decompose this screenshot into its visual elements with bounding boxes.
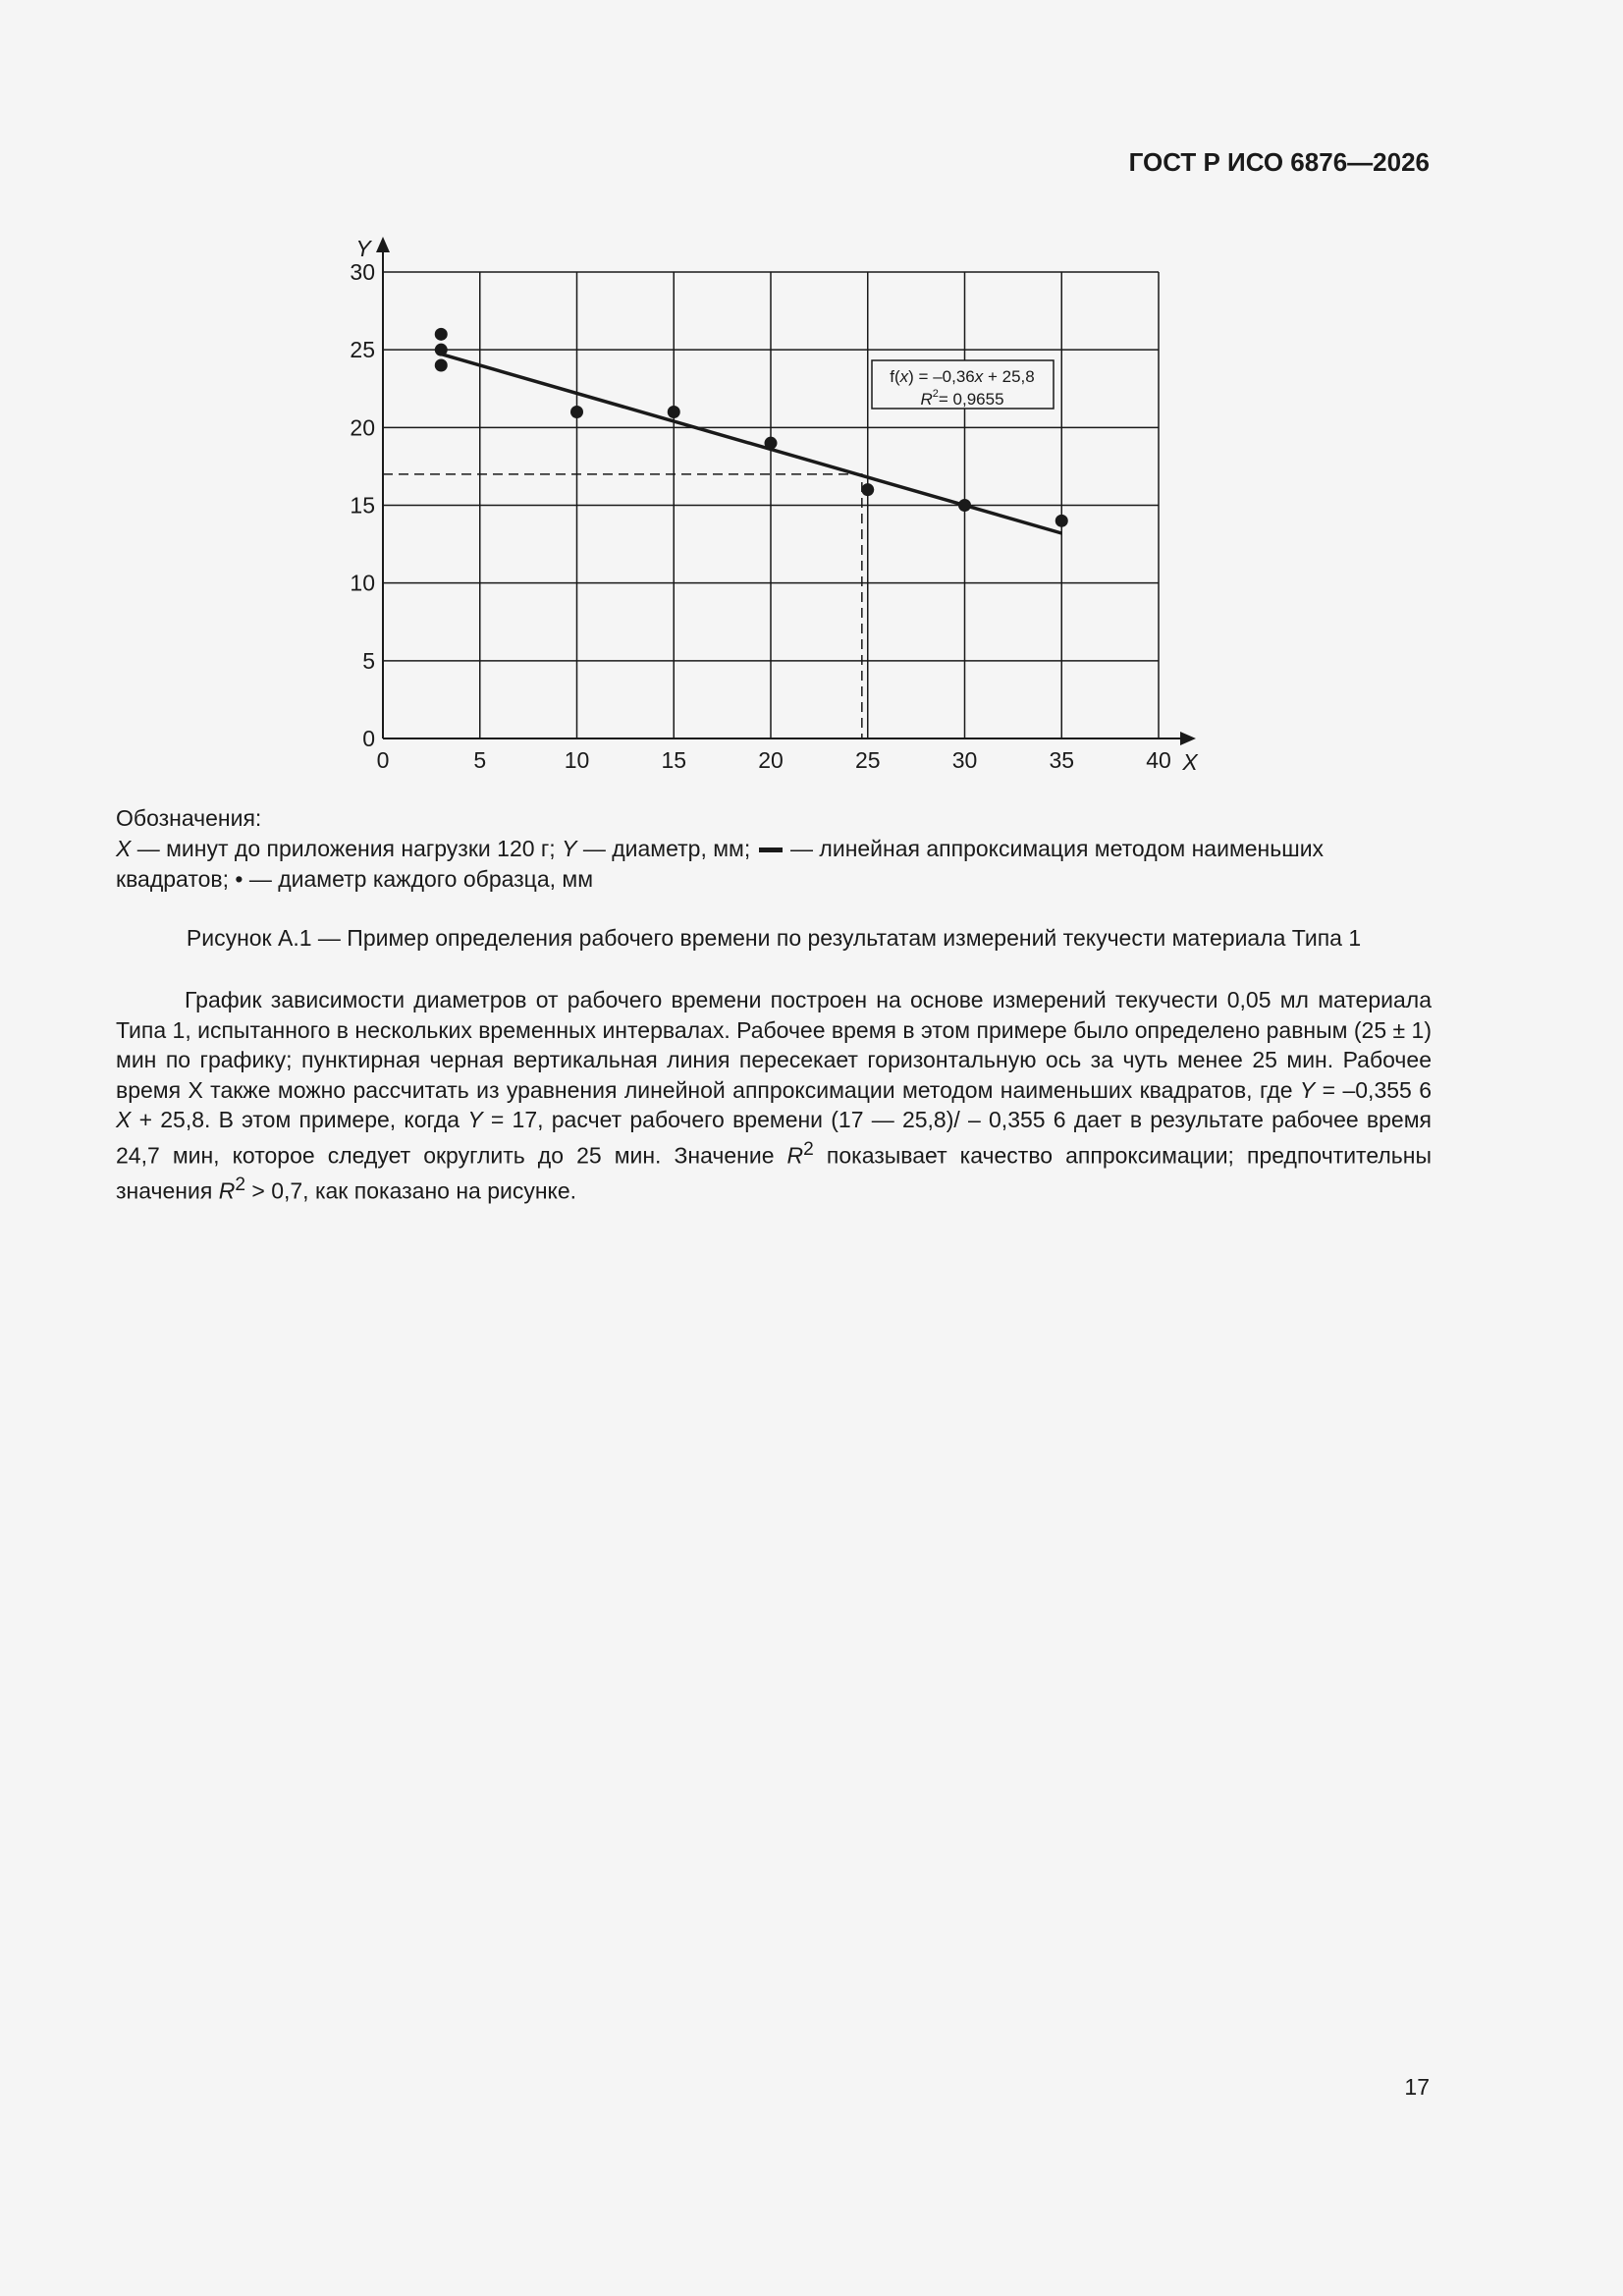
figure-caption: Рисунок А.1 — Пример определения рабочего времени по результатам измерений текучести материала Типа 1	[186, 925, 1362, 951]
body-text-3: + 25,8. В этом примере, когда	[131, 1107, 468, 1133]
x-axis-arrow	[1180, 732, 1196, 745]
x-tick-label: 35	[1049, 747, 1075, 773]
body-var-x: X	[116, 1107, 132, 1133]
legend-text	[116, 834, 1432, 895]
data-point	[668, 406, 680, 418]
chart	[295, 221, 1237, 791]
body-text-4: = 17, расчет рабочего времени (17 — 25,8)/ – 0,355 6 дает в результате рабочее время 24,7 мин, которое следует округлить до 25 мин. Значение	[116, 1107, 1432, 1169]
legend-y-description: — диаметр, мм;	[576, 836, 757, 861]
y-tick-label: 20	[350, 414, 375, 441]
body-text-1: График зависимости диаметров от рабочего времени построен на основе измерений текучести 0,05 мл материала Типа 1, испытанного в нескольких временных интервалах. Рабочее время в этом примере было определено равным (25 ± 1) мин по графику; пунктирная черная вертикальная линия пересекает горизонтальную ось за чуть менее 25 мин. Рабочее время Х также можно рассчитать из уравнения линейной аппроксимации методом наименьших квадратов, где	[116, 987, 1432, 1103]
r2-superscript: 2	[932, 388, 939, 400]
fit-equation-var: x	[899, 367, 909, 386]
guide-line	[383, 474, 862, 738]
data-point	[1055, 515, 1068, 527]
body-superscript: 2	[803, 1138, 814, 1160]
fit-annotation	[872, 360, 1054, 409]
data-point	[861, 483, 874, 496]
body-var-y: Y	[1299, 1076, 1316, 1103]
body-text-6: > 0,7, как показано на рисунке.	[244, 1177, 577, 1204]
x-axis-label: X	[1182, 749, 1198, 775]
data-point	[570, 406, 583, 418]
body-var-y-2: Y	[467, 1107, 483, 1133]
legend-block	[116, 803, 1432, 895]
x-tick-label: 15	[661, 747, 687, 773]
document-header: ГОСТ Р ИСО 6876—2026	[1128, 147, 1430, 177]
legend-line-symbol	[759, 847, 783, 852]
x-tick-label: 10	[564, 747, 590, 773]
x-tick-label: 25	[854, 747, 881, 773]
legend-y-symbol: Y	[562, 836, 577, 861]
page-number: 17	[1404, 2074, 1430, 2100]
y-tick-label: 30	[350, 259, 375, 285]
svg-text:f(x) = –0,36x + 25,8	[890, 367, 1034, 386]
fit-equation-mid: ) = –0,36	[908, 367, 975, 386]
body-var-r-2: R	[218, 1177, 236, 1204]
r2-value: = 0,9655	[938, 390, 1004, 409]
data-point	[435, 328, 448, 341]
body-var-r: R	[786, 1142, 804, 1169]
data-point	[765, 437, 778, 450]
x-tick-label: 40	[1146, 747, 1171, 773]
legend-x-symbol: X	[116, 836, 132, 861]
legend-x-description: — минут до приложения нагрузки 120 г;	[131, 836, 563, 861]
fit-equation-prefix: f(	[890, 367, 900, 386]
data-point	[958, 499, 971, 512]
body-superscript-2: 2	[235, 1175, 245, 1196]
x-tick-label: 0	[376, 747, 390, 773]
legend-line-description: — линейная аппроксимация методом наименьших квадратов; • — диаметр каждого образца, мм	[116, 836, 1325, 892]
body-paragraph	[116, 985, 1432, 1206]
legend-title: Обозначения:	[116, 805, 262, 831]
y-tick-label: 5	[362, 647, 375, 674]
data-point	[435, 344, 448, 356]
chart-guides	[383, 474, 862, 738]
fit-equation-suffix: + 25,8	[983, 367, 1035, 386]
y-axis-label: Y	[355, 236, 371, 261]
y-tick-label: 10	[350, 570, 375, 596]
body-text-5: показывает качество аппроксимации; предпочтительны значения	[116, 1142, 1432, 1204]
x-tick-label: 20	[758, 747, 784, 773]
y-tick-label: 0	[362, 726, 375, 751]
chart-grid	[383, 272, 1159, 738]
x-tick-label: 5	[473, 747, 487, 773]
y-axis-arrow	[376, 237, 390, 252]
data-point	[435, 359, 448, 372]
body-text-2: = –0,355 6	[1315, 1076, 1432, 1103]
y-tick-label: 15	[350, 492, 375, 519]
chart-axes	[376, 237, 1196, 745]
y-tick-label: 25	[350, 337, 375, 363]
x-tick-label: 30	[951, 747, 978, 773]
r2-symbol: R	[920, 390, 933, 409]
fit-equation-var-2: x	[974, 367, 984, 386]
